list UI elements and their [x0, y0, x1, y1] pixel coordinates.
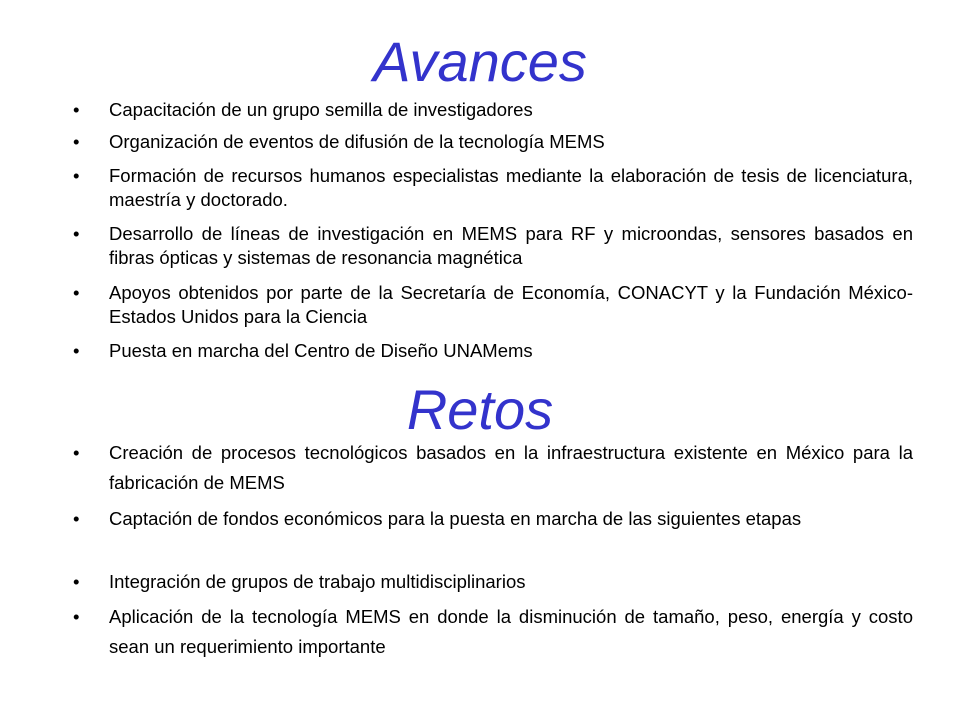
avances-item-text: Capacitación de un grupo semilla de investigadores: [109, 99, 533, 120]
avances-item: [73, 98, 913, 122]
bullet-icon: •: [73, 99, 80, 120]
avances-item: [73, 281, 913, 329]
retos-item-text: Integración de grupos de trabajo multidisciplinarios: [109, 571, 526, 592]
bullet-icon: •: [73, 340, 80, 361]
retos-item-text: Aplicación de la tecnología MEMS en donde la disminución de tamaño, peso, energía y costo sean un requerimiento importante: [109, 606, 913, 657]
bullet-icon: •: [73, 223, 80, 244]
retos-title: Retos: [406, 378, 554, 441]
bullet-icon: •: [73, 165, 80, 186]
bullet-icon: •: [73, 571, 80, 592]
avances-item: [73, 130, 913, 154]
bullet-icon: •: [73, 442, 80, 463]
avances-item: [73, 222, 913, 270]
avances-item: [73, 164, 913, 212]
retos-item: [73, 567, 913, 597]
avances-item-text: Formación de recursos humanos especialistas mediante la elaboración de tesis de licenciatura, maestría y doctorado.: [109, 165, 913, 210]
bullet-icon: •: [73, 508, 80, 529]
avances-item-text: Puesta en marcha del Centro de Diseño UNAMems: [109, 340, 533, 361]
avances-item-text: Apoyos obtenidos por parte de la Secretaría de Economía, CONACYT y la Fundación México-Estados Unidos para la Ciencia: [109, 282, 913, 327]
avances-title: Avances: [373, 30, 587, 93]
retos-item: [73, 504, 913, 534]
retos-item-text: Captación de fondos económicos para la puesta en marcha de las siguientes etapas: [109, 508, 802, 529]
bullet-icon: •: [73, 606, 80, 627]
retos-item-text: Creación de procesos tecnológicos basados en la infraestructura existente en México para la fabricación de MEMS: [109, 442, 913, 493]
bullet-icon: •: [73, 282, 80, 303]
avances-item-text: Desarrollo de líneas de investigación en MEMS para RF y microondas, sensores basados en fibras ópticas y sistemas de resonancia magnética: [109, 223, 913, 268]
retos-item: [73, 438, 913, 498]
bullet-icon: •: [73, 131, 80, 152]
retos-item: [73, 602, 913, 662]
avances-item: [73, 339, 913, 363]
avances-item-text: Organización de eventos de difusión de la tecnología MEMS: [109, 131, 605, 152]
